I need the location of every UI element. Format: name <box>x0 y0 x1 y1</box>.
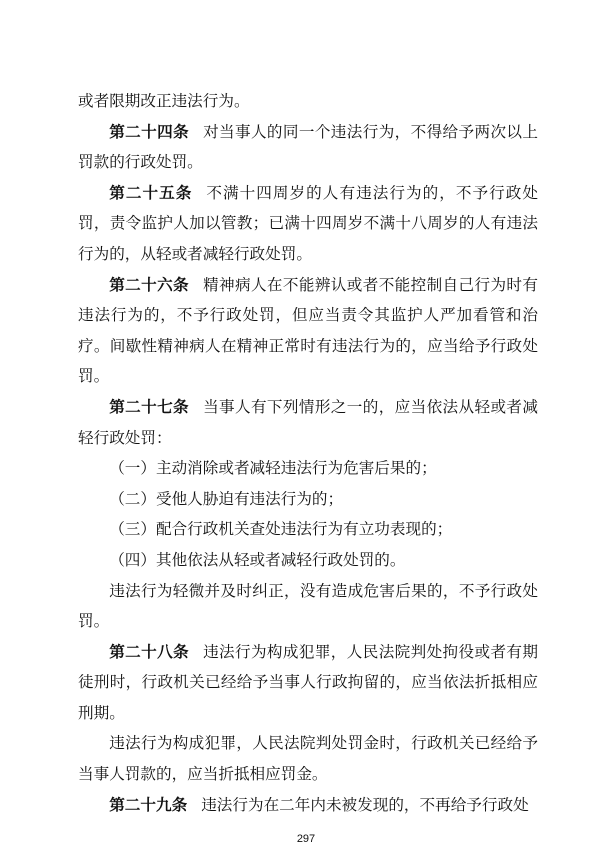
paragraph <box>78 117 538 178</box>
article-number: 第二十八条 <box>109 642 190 661</box>
paragraph-text: （四）其他依法从轻或者减轻行政处罚的。 <box>109 550 406 569</box>
paragraph-text: 或者限期改正违法行为。 <box>78 92 250 110</box>
paragraph <box>78 178 538 270</box>
paragraph <box>78 576 538 637</box>
paragraph-text: 违法行为构成犯罪，人民法院判处罚金时，行政机关已经给予当事人罚款的，应当折抵相应罚金。 <box>78 734 538 784</box>
paragraph-text: 不满十四周岁的人有违法行为的，不予行政处罚，责令监护人加以管教；已满十四周岁不满十八周岁的人有违法行为的，从轻或者减轻行政处罚。 <box>78 183 538 263</box>
page-number: 297 <box>296 833 316 845</box>
paragraph-text: （一）主动消除或者减轻违法行为危害后果的； <box>109 459 437 478</box>
list-item <box>78 453 538 484</box>
list-item <box>78 545 538 576</box>
article-number: 第二十九条 <box>109 795 188 814</box>
list-item <box>78 514 538 545</box>
paragraph-text: 违法行为轻微并及时纠正，没有造成危害后果的，不予行政处罚。 <box>78 581 538 631</box>
body-text <box>78 86 538 820</box>
paragraph <box>78 392 538 453</box>
paragraph-text: 违法行为构成犯罪，人民法院判处拘役或者有期徒刑时，行政机关已经给予当事人行政拘留的，应当依法折抵相应刑期。 <box>78 642 538 722</box>
article-number: 第二十五条 <box>109 183 193 202</box>
article-number: 第二十七条 <box>109 397 190 416</box>
paragraph <box>78 728 538 789</box>
paragraph-text: （三）配合行政机关查处违法行为有立功表现的； <box>109 520 453 539</box>
paragraph <box>78 86 538 117</box>
paragraph <box>78 790 538 821</box>
list-item <box>78 484 538 515</box>
paragraph-text: 违法行为在二年内未被发现的，不再给予行政处 <box>201 795 529 814</box>
paragraph <box>78 270 538 392</box>
article-number: 第二十四条 <box>109 122 190 141</box>
paragraph-text: 对当事人的同一个违法行为，不得给予两次以上罚款的行政处罚。 <box>78 122 538 172</box>
paragraph-text: 当事人有下列情形之一的，应当依法从轻或者减轻行政处罚： <box>78 397 538 447</box>
paragraph <box>78 637 538 729</box>
paragraph-text: （二）受他人胁迫有违法行为的； <box>109 489 344 508</box>
paragraph-text: 精神病人在不能辨认或者不能控制自己行为时有违法行为的，不予行政处罚，但应当责令其监护人严加看管和治疗。间歇性精神病人在精神正常时有违法行为的，应当给予行政处罚。 <box>78 275 538 386</box>
article-number: 第二十六条 <box>109 275 190 294</box>
